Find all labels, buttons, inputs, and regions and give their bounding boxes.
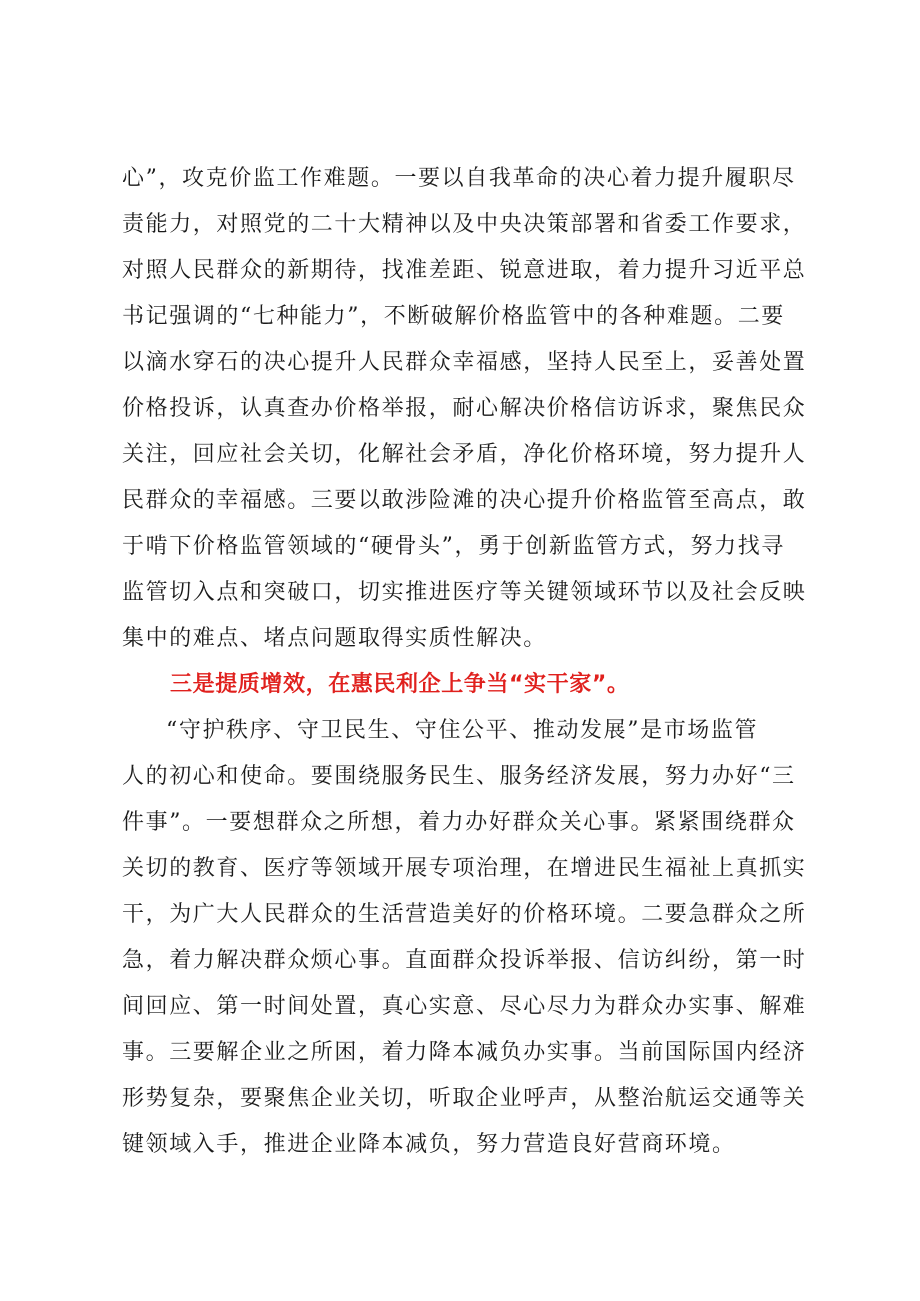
text-line: 心”，攻克价监工作难题。一要以自我革命的决心着力提升履职尽: [122, 166, 796, 191]
text-line: 监管切入点和突破口，切实推进医疗等关键领域环节以及社会反映: [122, 580, 807, 605]
text-line: 干，为广大人民群众的生活营造美好的价格环境。二要急群众之所: [122, 902, 807, 927]
text-line: 事。三要解企业之所困，着力降本减负办实事。当前国际国内经济: [122, 1040, 807, 1065]
text-line: 关注，回应社会关切，化解社会矛盾，净化价格环境，努力提升人: [122, 442, 807, 467]
section-heading: 三是提质增效，在惠民利企上争当“实干家”。: [170, 672, 630, 697]
text-line: 书记强调的“七种能力”，不断破解价格监管中的各种难题。二要: [122, 304, 785, 329]
text-line: 形势复杂，要聚焦企业关切，听取企业呼声，从整治航运交通等关: [122, 1086, 807, 1111]
text-line: 对照人民群众的新期待，找准差距、锐意进取，着力提升习近平总: [122, 258, 807, 283]
paragraph-2: [122, 708, 807, 1168]
text-line: 集中的难点、堵点问题取得实质性解决。: [122, 626, 547, 651]
text-line: 于啃下价格监管领域的“硬骨头”，勇于创新监管方式，努力找寻: [122, 534, 785, 559]
text-line: 责能力，对照党的二十大精神以及中央决策部署和省委工作要求，: [122, 212, 807, 237]
text-line: 以滴水穿石的决心提升人民群众幸福感，坚持人民至上，妥善处置: [122, 350, 807, 375]
text-line: 人的初心和使命。要围绕服务民生、服务经济发展，努力办好“三: [122, 764, 796, 789]
document-body: [122, 156, 807, 1168]
text-line: “守护秩序、守卫民生、守住公平、推动发展”是市场监管: [166, 718, 759, 743]
text-line: 关切的教育、医疗等领域开展专项治理，在增进民生福祉上真抓实: [122, 856, 807, 881]
paragraph-1: [122, 156, 807, 662]
text-line: 间回应、第一时间处置，真心实意、尽心尽力为群众办实事、解难: [122, 994, 807, 1019]
text-line: 急，着力解决群众烦心事。直面群众投诉举报、信访纠纷，第一时: [122, 948, 807, 973]
text-line: 件事”。一要想群众之所想，着力办好群众关心事。紧紧围绕群众: [122, 810, 796, 835]
text-line: 价格投诉，认真查办价格举报，耐心解决价格信访诉求，聚焦民众: [122, 396, 807, 421]
text-line: 民群众的幸福感。三要以敢涉险滩的决心提升价格监管至高点，敢: [122, 488, 807, 513]
text-line: 键领域入手，推进企业降本减负，努力营造良好营商环境。: [122, 1132, 736, 1157]
